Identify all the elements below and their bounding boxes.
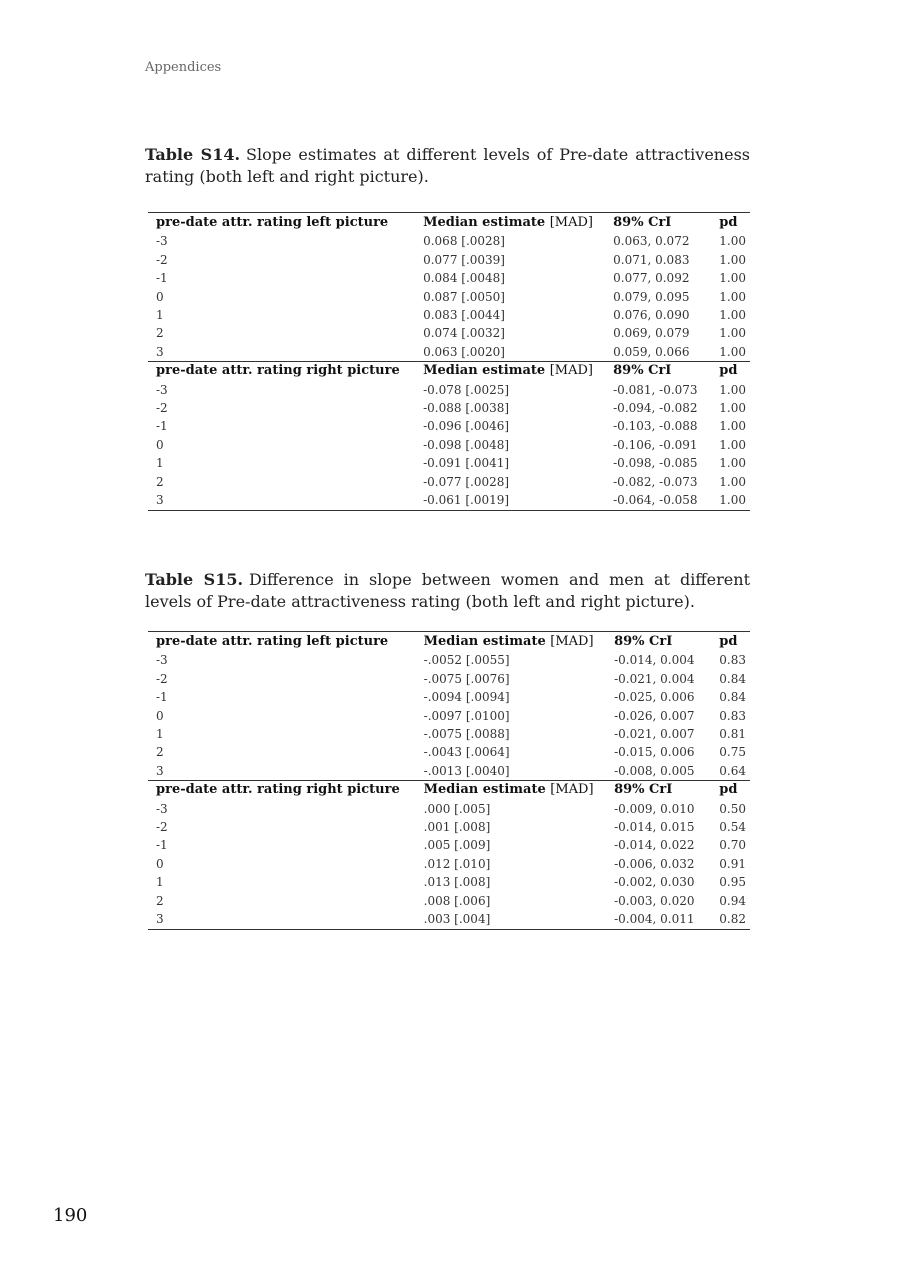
block-title: pre-date attr. rating right picture xyxy=(148,362,415,381)
table-row: -2 -.0075 [.0076] -0.021, 0.004 0.84 xyxy=(156,671,746,686)
table-row: 0 .012 [.010] -0.006, 0.032 0.91 xyxy=(156,856,746,871)
table-header-row xyxy=(148,362,750,381)
median-header: Median estimate [MAD] xyxy=(415,362,605,381)
table-row: 3 -0.061 [.0019] -0.064, -0.058 1.00 xyxy=(148,491,750,510)
page-number: 190 xyxy=(53,1205,88,1226)
table-row: 1 -0.091 [.0041] -0.098, -0.085 1.00 xyxy=(156,456,746,471)
cri-header: 89% CrI xyxy=(606,781,711,800)
median-header: Median estimate [MAD] xyxy=(416,781,606,800)
table-row: 3 0.063 [.0020] 0.059, 0.066 1.00 xyxy=(156,344,746,359)
block-title: pre-date attr. rating left picture xyxy=(148,632,416,652)
table-row: -1 -.0094 [.0094] -0.025, 0.006 0.84 xyxy=(156,690,746,705)
table-row: 1 -.0075 [.0088] -0.021, 0.007 0.81 xyxy=(156,727,746,742)
cri-header: 89% CrI xyxy=(605,362,711,381)
table-s15 xyxy=(148,631,750,930)
table-row: -3 -0.078 [.0025] -0.081, -0.073 1.00 xyxy=(156,382,746,397)
table-row: -2 0.077 [.0039] 0.071, 0.083 1.00 xyxy=(156,252,746,267)
table-header-row xyxy=(148,781,750,800)
table-s15-caption-text: Difference in slope between women and men at different levels of Pre-date attractiveness rating (both left and right picture). xyxy=(145,570,750,611)
table-row: 0 -0.098 [.0048] -0.106, -0.091 1.00 xyxy=(156,437,746,452)
table-s15-caption xyxy=(145,569,750,613)
table-row: 1 .013 [.008] -0.002, 0.030 0.95 xyxy=(156,875,746,890)
cri-header: 89% CrI xyxy=(606,632,711,652)
table-row: 2 .008 [.006] -0.003, 0.020 0.94 xyxy=(156,893,746,908)
table-s15-right-block xyxy=(148,781,750,929)
pd-header: pd xyxy=(711,632,750,652)
table-row: 0 -.0097 [.0100] -0.026, 0.007 0.83 xyxy=(156,708,746,723)
table-row: 2 -.0043 [.0064] -0.015, 0.006 0.75 xyxy=(156,745,746,760)
pd-header: pd xyxy=(711,781,750,800)
table-row: 1 0.083 [.0044] 0.076, 0.090 1.00 xyxy=(156,308,746,323)
table-row: -2 .001 [.008] -0.014, 0.015 0.54 xyxy=(156,820,746,835)
table-s15-label: Table S15. xyxy=(145,570,244,589)
table-row: -2 -0.088 [.0038] -0.094, -0.082 1.00 xyxy=(156,401,746,416)
table-row: -1 -0.096 [.0046] -0.103, -0.088 1.00 xyxy=(156,419,746,434)
table-row: 3 .003 [.004] -0.004, 0.011 0.82 xyxy=(148,910,750,929)
table-row: -1 .005 [.009] -0.014, 0.022 0.70 xyxy=(156,838,746,853)
block-title: pre-date attr. rating left picture xyxy=(148,213,415,233)
table-row: -3 .000 [.005] -0.009, 0.010 0.50 xyxy=(156,801,746,816)
median-header: Median estimate [MAD] xyxy=(416,632,606,652)
block-title: pre-date attr. rating right picture xyxy=(148,781,416,800)
table-row: 2 0.074 [.0032] 0.069, 0.079 1.00 xyxy=(156,326,746,341)
table-row: -3 -.0052 [.0055] -0.014, 0.004 0.83 xyxy=(156,653,746,668)
median-header: Median estimate [MAD] xyxy=(415,213,605,233)
table-s14-right-block xyxy=(148,362,750,510)
pd-header: pd xyxy=(711,362,750,381)
table-s15-left-block xyxy=(148,632,750,781)
cri-header: 89% CrI xyxy=(605,213,711,233)
table-s14-caption-text: Slope estimates at different levels of Pre-date attractiveness rating (both left and right picture). xyxy=(145,145,750,186)
table-row: 2 -0.077 [.0028] -0.082, -0.073 1.00 xyxy=(156,474,746,489)
table-header-row xyxy=(148,213,750,233)
table-row: 3 -.0013 [.0040] -0.008, 0.005 0.64 xyxy=(156,763,746,778)
pd-header: pd xyxy=(711,213,750,233)
table-s14-left-block xyxy=(148,213,750,362)
table-row: -1 0.084 [.0048] 0.077, 0.092 1.00 xyxy=(156,271,746,286)
table-header-row xyxy=(148,632,750,652)
table-row: -3 0.068 [.0028] 0.063, 0.072 1.00 xyxy=(156,234,746,249)
table-s14-label: Table S14. xyxy=(145,145,241,164)
running-head: Appendices xyxy=(145,60,222,75)
table-row: 0 0.087 [.0050] 0.079, 0.095 1.00 xyxy=(156,289,746,304)
table-s14 xyxy=(148,212,750,511)
table-s14-caption xyxy=(145,144,750,188)
